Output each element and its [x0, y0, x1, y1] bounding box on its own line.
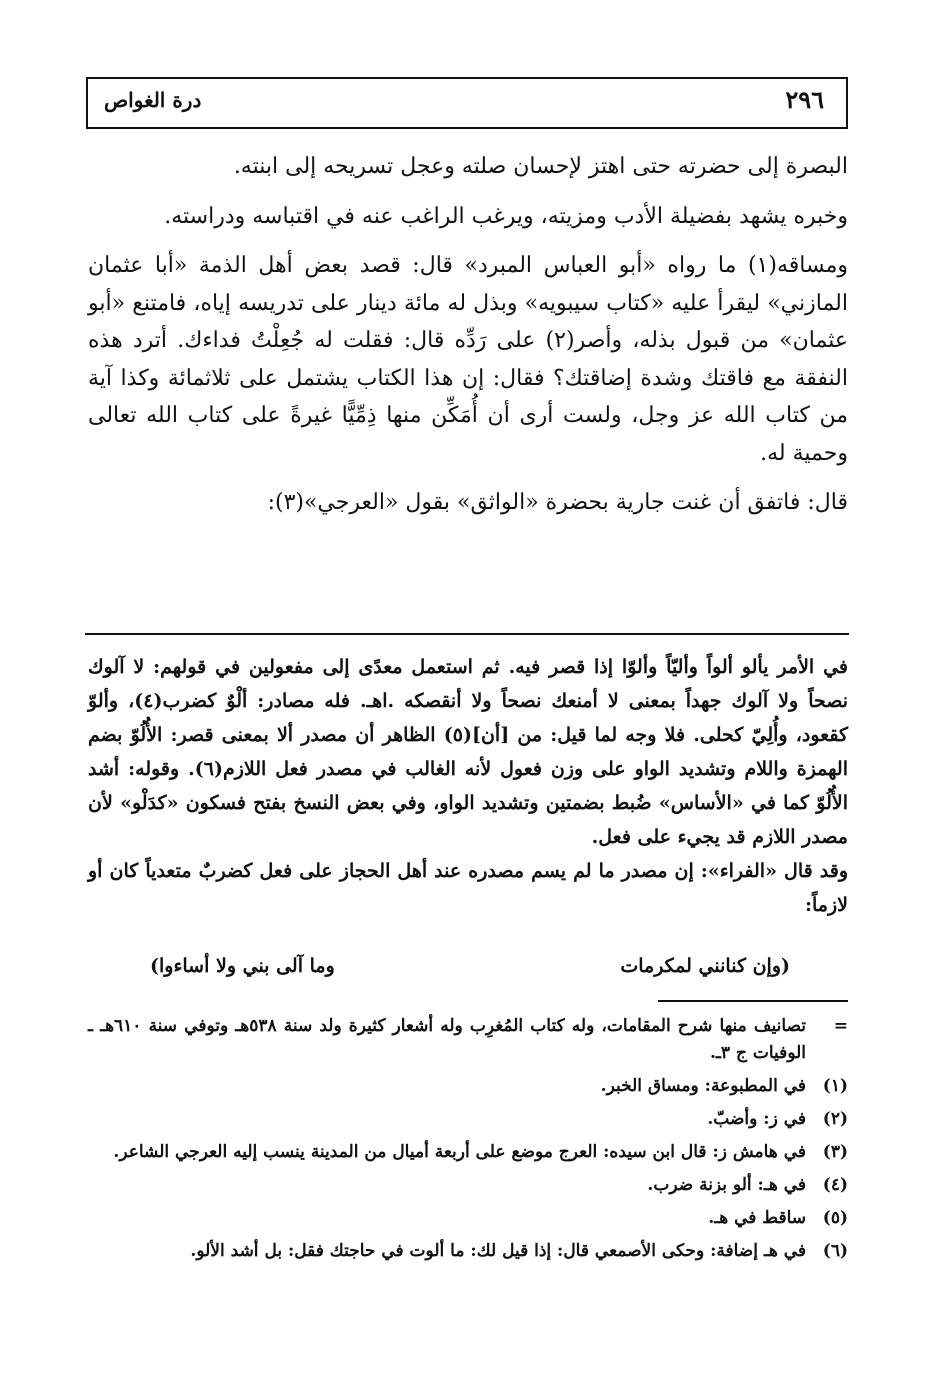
footnote-text: تصانيف منها شرح المقامات، وله كتاب المُغرِب وله أشعار كثيرة ولد سنة ٥٣٨هـ وتوفي سنة ٦١٠هـ ـ الوفيات ج ٣ـ. — [88, 1016, 806, 1063]
commentary-paragraph: وقد قال «الفراء»: إن مصدر ما لم يسم مصدره عند أهل الحجاز على فعل كضربٌ متعدياً كان أو لازماً: — [88, 860, 848, 916]
commentary-paragraph: في الأمر يألو ألواً وأليّاً وألوّا إذا قصر فيه. ثم استعمل معدًى إلى مفعولين في قولهم: لا آلوك نصحاً ولا آلوك جهداً بمعنى لا أمنعك نصحاً ولا أنقصكه .اهـ. فله مصادر: ألْوٌ كضرب(٤)، وألوّ كقعود، وأُلِيّ كحلى. فلا وجه لما قيل: من [أن](٥) الظاهر أن مصدر ألا بمعنى قصر: الأُلُوّ بضم الهمزة واللام وتشديد الواو على وزن فعول لأنه الغالب في مصدر فعل اللازم(٦). وقوله: أشد الأُلُوّ كما في «الأساس» ضُبط بضمتين وتشديد الواو، وفي بعض النسخ بفتح فسكون «كدَلْو» لأن مصدر اللازم قد يجيء على فعل. — [88, 656, 849, 848]
main-paragraph: البصرة إلى حضرته حتى اهتز لإحسان صلته وعجل تسريحه إلى ابنته. — [233, 154, 848, 179]
footnote-marker: = — [833, 1016, 848, 1036]
footnote-item — [88, 1139, 848, 1166]
footnote-text: في هـ إضافة: وحكى الأصمعي قال: إذا قيل لك: ما ألوت في حاجتك فقل: بل أشد الألو. — [190, 1241, 806, 1261]
page-header — [86, 77, 848, 129]
footnote-text: في هـ: ألو بزنة ضرب. — [647, 1175, 806, 1195]
poetry-verse — [150, 955, 790, 977]
footnote-marker: (١) — [822, 1076, 848, 1096]
footnote-marker: (٥) — [822, 1208, 848, 1228]
footnote-item — [88, 1205, 848, 1232]
footnote-marker: (٦) — [822, 1241, 848, 1261]
footnote-item — [88, 1172, 848, 1199]
footnote-text: في هامش ز: قال ابن سيده: العرج موضع على أربعة أميال من المدينة ينسب إليه العرجي الشاعر. — [113, 1142, 806, 1162]
footnote-text: ساقط في هـ. — [708, 1208, 806, 1228]
footnote-item — [88, 1238, 848, 1265]
footnote-marker: (٣) — [822, 1142, 848, 1162]
main-separator-rule — [85, 633, 849, 635]
main-paragraph: وخبره يشهد بفضيلة الأدب ومزيته، ويرغب الراغب عنه في اقتباسه ودراسته. — [164, 203, 848, 229]
page-number: ٢٩٦ — [785, 85, 824, 114]
footnote-item — [88, 1106, 848, 1133]
footnote-text: في المطبوعة: ومساق الخبر. — [600, 1076, 806, 1096]
footnote-text: في ز: وأضبّ. — [707, 1109, 806, 1129]
footnotes — [88, 1013, 848, 1271]
footnote-item — [88, 1073, 848, 1100]
footnote-separator-rule — [658, 1000, 848, 1002]
main-paragraph: ومساقه(١) ما رواه «أبو العباس المبرد» قال: قصد بعض أهل الذمة «أبا عثمان المازني» ليقرأ عليه «كتاب سيبويه» وبذل له مائة دينار على تدريسه إياه، فامتنع «أبو عثمان» من قبول بذله، وأصر(٢) على رَدِّه قال: فقلت له جُعِلْتُ فداءك. أترد هذه النفقة مع فاقتك وشدة إضاقتك؟ فقال: إن هذا الكتاب يشتمل على ثلاثمائة وكذا آية من كتاب الله عز وجل، ولست أرى أن أُمَكِّن منها ذِمِّيًّا غيرةً على كتاب الله تعالى وحمية له. — [88, 253, 848, 466]
running-title: درة الغواص — [104, 88, 202, 112]
footnote-marker: (٤) — [822, 1175, 848, 1195]
main-paragraph: قال: فاتفق أن غنت جارية بحضرة «الواثق» بقول «العرجي»(٣): — [267, 490, 848, 515]
footnote-item — [88, 1013, 848, 1067]
verse-hemistich-second: وما آلى بني ولا أساءوا) — [150, 955, 335, 977]
verse-hemistich-first: (وإن كنانني لمكرمات — [620, 955, 790, 977]
commentary-block — [88, 650, 848, 922]
main-text — [88, 148, 848, 534]
footnote-marker: (٢) — [822, 1109, 848, 1129]
